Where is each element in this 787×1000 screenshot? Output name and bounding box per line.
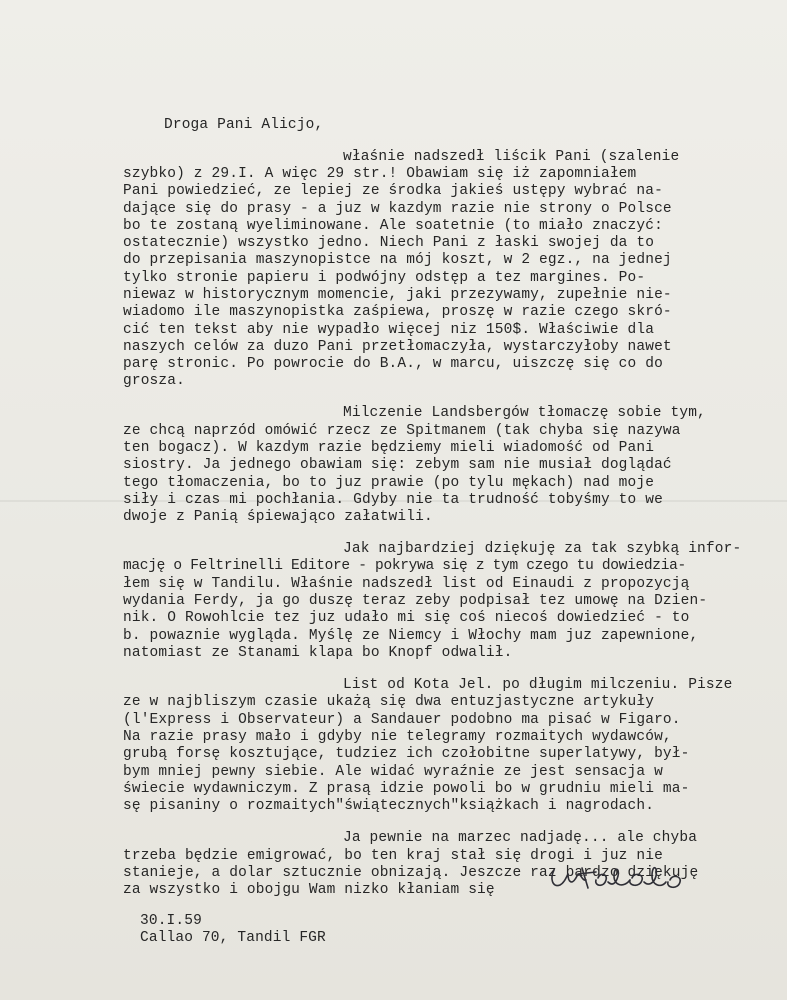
greeting: Droga Pani Alicjo, [164,117,324,133]
letter-line: sę pisaniny o rozmaitych"świątecznych"książkach i nagrodach. [123,798,655,814]
letter-line: natomiast ze Stanami klapa bo Knopf odwalił. [123,645,513,661]
letter-line: Milczenie Landsbergów tłomaczę sobie tym, [343,405,706,421]
letter-line: siły i czas mi pochłania. Gdyby nie ta trudność tobyśmy to we [123,492,663,508]
letter-line: właśnie nadszedł liścik Pani (szalenie [343,149,680,165]
sender-address: Callao 70, Tandil FGR [140,930,326,946]
letter-line: do przepisania maszynopistce na mój koszt, w 2 egz., na jednej [123,252,672,268]
letter-line: ze w najbliszym czasie ukażą się dwa entuzjastyczne artykuły [123,694,655,710]
letter-line: dające się do prasy - a juz w kazdym razie nie strony o Polsce [123,201,672,217]
letter-line: bo te zostaną wyeliminowane. Ale soatetnie (to miało znaczyć: [123,218,663,234]
letter-line: cić ten tekst aby nie wypadło więcej niz 150$. Właściwie dla [123,322,655,338]
letter-line: siostry. Ja jednego obawiam się: zebym sam nie musiał doglądać [123,457,672,473]
letter-line: Jak najbardziej dziękuję za tak szybką infor- [343,541,742,557]
letter-line: stanieje, a dolar sztucznie obnizają. Jeszcze raz bardzo dziękuję [123,865,699,881]
letter-line: Na razie prasy mało i gdyby nie telegramy rozmaitych wydawców, [123,729,672,745]
letter-line: b. powaznie wygląda. Myślę ze Niemcy i Włochy mam juz zapewnione, [123,628,699,644]
letter-line: mację o Feltrinelli Editore - pokrywa się z tym czego tu dowiedzia- [123,558,686,574]
letter-line: naszych celów za duzo Pani przetłomaczyła, wystarczyłoby nawet [123,339,672,355]
letter-line: świecie wydawniczym. Z prasą idzie powoli bo w grudniu mieli ma- [123,781,690,797]
signature [544,858,694,894]
letter-line: łem się w Tandilu. Właśnie nadszedł list od Einaudi z propozycją [123,576,690,592]
letter-line: niewaz w historycznym momencie, jaki przezywamy, zupełnie nie- [123,287,672,303]
letter-line: (l'Express i Observateur) a Sandauer podobno ma pisać w Figaro. [123,712,681,728]
letter-date: 30.I.59 [140,913,202,929]
letter-line: grosza. [123,373,185,389]
letter-line: szybko) z 29.I. A więc 29 str.! Obawiam się iż zapomniałem [123,166,637,182]
letter-line: Ja pewnie na marzec nadjadę... ale chyba [343,830,698,846]
letter-line: za wszystko i obojgu Wam nizko kłaniam się [123,882,495,898]
letter-line: List od Kota Jel. po długim milczeniu. Pisze [343,677,733,693]
letter-line: Pani powiedzieć, ze lepiej ze środka jakieś ustępy wybrać na- [123,183,663,199]
letter-line: tego tłomaczenia, bo to juz prawie (po tylu mękach) nad moje [123,475,655,491]
letter-line: parę stronic. Po powrocie do B.A., w marcu, uiszczę się co do [123,356,663,372]
letter-line: dwoje z Panią śpiewająco załatwili. [123,509,433,525]
letter-line: ten bogacz). W kazdym razie będziemy mieli wiadomość od Pani [123,440,655,456]
letter-line: trzeba będzie emigrować, bo ten kraj stał się drogi i juz nie [123,848,663,864]
letter-line: nik. O Rowohlcie tez juz udało mi się coś niecoś dowiedzieć - to [123,610,690,626]
letter-line: grubą forsę kosztujące, tudziez ich czołobitne superlatywy, był- [123,746,690,762]
letter-line: wydania Ferdy, ja go duszę teraz zeby podpisał tez umowę na Dzien- [123,593,708,609]
letter-line: tylko stronie papieru i podwójny odstęp a tez margines. Po- [123,270,646,286]
letter-line: ostatecznie) wszystko jedno. Niech Pani z łaski swojej da to [123,235,655,251]
letter-line: ze chcą naprzód omówić rzecz ze Spitmanem (tak chyba się nazywa [123,423,681,439]
letter-line: wiadomo ile maszynopistka zaśpiewa, proszę w razie czego skró- [123,304,672,320]
letter-line: bym mniej pewny siebie. Ale widać wyraźnie ze jest sensacja w [123,764,663,780]
